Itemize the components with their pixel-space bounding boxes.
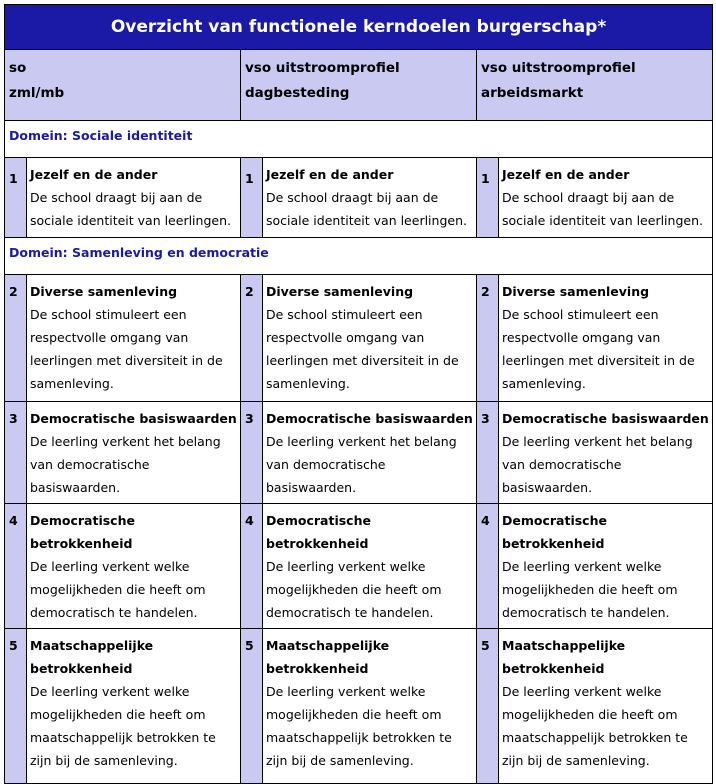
column-header-arbeidsmarkt — [477, 50, 713, 121]
kerndoelen-table — [4, 4, 713, 784]
goal-title: Democratische basiswaarden — [502, 411, 709, 426]
table-title: Overzicht van functionele kerndoelen burgerschap* — [5, 5, 713, 50]
goal-number: 5 — [477, 629, 499, 784]
goal-number: 4 — [477, 504, 499, 629]
goal-cell — [27, 275, 241, 402]
goal-description: De leerling verkent het belang van democratische basiswaarden. — [30, 434, 221, 495]
goal-number: 3 — [477, 402, 499, 504]
goal-cell — [27, 629, 241, 784]
domain-heading: Domein: Samenleving en democratie — [5, 238, 713, 275]
goal-cell — [263, 402, 477, 504]
goal-description: De school stimuleert een respectvolle omgang van leerlingen met diversiteit in de samenleving. — [502, 307, 695, 391]
goal-cell — [27, 158, 241, 238]
column-header-line1: vso uitstroomprofiel — [245, 60, 400, 76]
goal-number: 1 — [241, 158, 263, 238]
goal-title: Jezelf en de ander — [30, 167, 158, 182]
goal-cell — [499, 402, 713, 504]
column-header-line2: dagbesteding — [245, 85, 350, 101]
goal-number: 3 — [241, 402, 263, 504]
goal-number: 1 — [477, 158, 499, 238]
goal-title: Diverse samenleving — [266, 284, 414, 299]
goal-description: De leerling verkent welke mogelijkheden die heeft om democratisch te handelen. — [502, 559, 678, 620]
goal-description: De leerling verkent het belang van democratische basiswaarden. — [502, 434, 693, 495]
goal-cell — [499, 158, 713, 238]
column-header-line1: so — [9, 60, 27, 76]
goal-title: Jezelf en de ander — [266, 167, 394, 182]
goal-cell — [27, 402, 241, 504]
goal-title: Maatschappelijke betrokkenheid — [266, 638, 390, 676]
goal-cell — [499, 275, 713, 402]
table-row — [5, 629, 713, 784]
table-row — [5, 402, 713, 504]
goal-description: De school stimuleert een respectvolle omgang van leerlingen met diversiteit in de samenleving. — [266, 307, 459, 391]
goal-cell — [27, 504, 241, 629]
goal-cell — [263, 158, 477, 238]
goal-number: 5 — [241, 629, 263, 784]
goal-cell — [499, 504, 713, 629]
goal-title: Democratische betrokkenheid — [266, 513, 371, 551]
table-row — [5, 504, 713, 629]
goal-title: Diverse samenleving — [502, 284, 650, 299]
column-header-dagbesteding — [241, 50, 477, 121]
goal-number: 4 — [241, 504, 263, 629]
goal-description: De leerling verkent welke mogelijkheden die heeft om maatschappelijk betrokken te zijn bij de samenleving. — [30, 684, 216, 768]
goal-title: Jezelf en de ander — [502, 167, 630, 182]
goal-title: Democratische betrokkenheid — [30, 513, 135, 551]
goal-cell — [499, 629, 713, 784]
goal-number: 2 — [5, 275, 27, 402]
goal-description: De school draagt bij aan de sociale identiteit van leerlingen. — [30, 190, 231, 228]
goal-description: De leerling verkent welke mogelijkheden die heeft om democratisch te handelen. — [266, 559, 442, 620]
goal-cell — [263, 504, 477, 629]
goal-cell — [263, 275, 477, 402]
goal-description: De school draagt bij aan de sociale identiteit van leerlingen. — [266, 190, 467, 228]
goal-description: De school stimuleert een respectvolle omgang van leerlingen met diversiteit in de samenleving. — [30, 307, 223, 391]
goal-number: 2 — [477, 275, 499, 402]
table-row — [5, 275, 713, 402]
goal-title: Democratische betrokkenheid — [502, 513, 607, 551]
table-row — [5, 158, 713, 238]
goal-description: De leerling verkent welke mogelijkheden die heeft om maatschappelijk betrokken te zijn bij de samenleving. — [266, 684, 452, 768]
goal-number: 3 — [5, 402, 27, 504]
goal-number: 4 — [5, 504, 27, 629]
goal-title: Maatschappelijke betrokkenheid — [30, 638, 154, 676]
goal-title: Democratische basiswaarden — [30, 411, 237, 426]
goal-number: 5 — [5, 629, 27, 784]
domain-heading: Domein: Sociale identiteit — [5, 121, 713, 158]
goal-title: Democratische basiswaarden — [266, 411, 473, 426]
column-header-line2: arbeidsmarkt — [481, 85, 584, 101]
goal-cell — [263, 629, 477, 784]
goal-title: Diverse samenleving — [30, 284, 178, 299]
goal-description: De school draagt bij aan de sociale identiteit van leerlingen. — [502, 190, 703, 228]
goal-number: 1 — [5, 158, 27, 238]
column-header-so — [5, 50, 241, 121]
goal-title: Maatschappelijke betrokkenheid — [502, 638, 626, 676]
goal-description: De leerling verkent het belang van democratische basiswaarden. — [266, 434, 457, 495]
column-header-line1: vso uitstroomprofiel — [481, 60, 636, 76]
goal-number: 2 — [241, 275, 263, 402]
goal-description: De leerling verkent welke mogelijkheden die heeft om maatschappelijk betrokken te zijn bij de samenleving. — [502, 684, 688, 768]
column-header-line2: zml/mb — [9, 85, 65, 101]
goal-description: De leerling verkent welke mogelijkheden die heeft om democratisch te handelen. — [30, 559, 206, 620]
